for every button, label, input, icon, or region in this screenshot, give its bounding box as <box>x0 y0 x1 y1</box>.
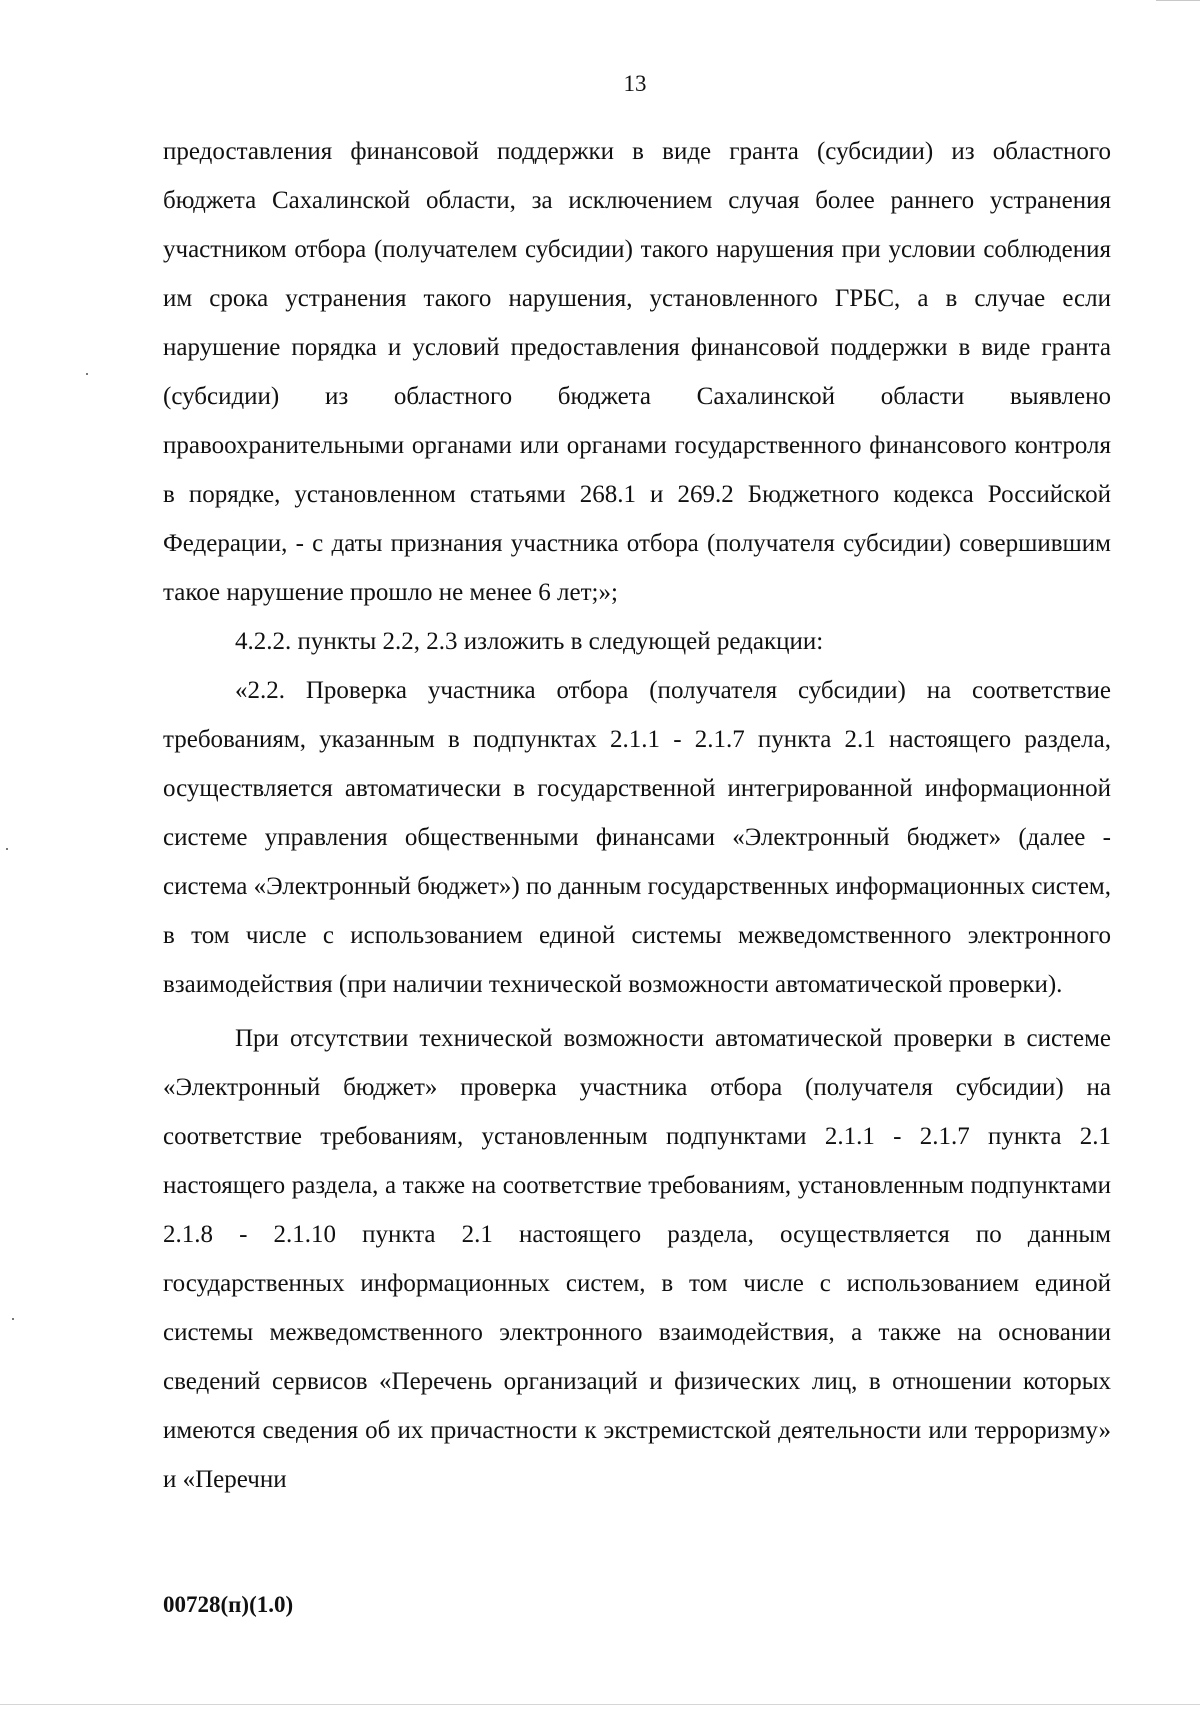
scan-artifact-dot <box>6 848 8 850</box>
scan-artifact-top-right <box>1156 0 1200 1</box>
document-body <box>163 127 1111 1504</box>
paragraph-amendment-4-2-2: 4.2.2. пункты 2.2, 2.3 изложить в следующей редакции: <box>235 628 824 655</box>
paragraph-clause-2-2: «2.2. Проверка участника отбора (получателя субсидии) на соответствие требованиям, указанным в подпунктах 2.1.1 - 2.1.7 пункта 2.1 настоящего раздела, осуществляется автоматически в государственной интегрированной информационной системе управления общественными финансами «Электронный бюджет» (далее - система «Электронный бюджет») по данным государственных информационных систем, в том числе с использованием единой системы межведомственного электронного взаимодействия (при наличии технической возможности автоматической проверки). <box>163 677 1111 998</box>
page-number: 13 <box>623 71 647 96</box>
paragraph-manual-check: При отсутствии технической возможности автоматической проверки в системе «Электронный бюджет» проверка участника отбора (получателя субсидии) на соответствие требованиям, установленным подпунктами 2.1.1 - 2.1.7 пункта 2.1 настоящего раздела, а также на соответствие требованиям, установленным подпунктами 2.1.8 - 2.1.10 пункта 2.1 настоящего раздела, осуществляется по данным государственных информационных систем, в том числе с использованием единой системы межведомственного электронного взаимодействия, а также на основании сведений сервисов «Перечень организаций и физических лиц, в отношении которых имеются сведения об их причастности к экстремистской деятельности или терроризму» и «Перечни <box>163 1025 1111 1493</box>
scan-artifact-bottom-edge <box>0 1704 1200 1705</box>
document-code: 00728(п)(1.0) <box>163 1592 294 1617</box>
paragraph-continuation: предоставления финансовой поддержки в виде гранта (субсидии) из областного бюджета Сахалинской области, за исключением случая более раннего устранения участником отбора (получателем субсидии) такого нарушения при условии соблюдения им срока устранения такого нарушения, установленного ГРБС, а в случае если нарушение порядка и условий предоставления финансовой поддержки в виде гранта (субсидии) из областного бюджета Сахалинской области выявлено правоохранительными органами или органами государственного финансового контроля в порядке, установленном статьями 268.1 и 269.2 Бюджетного кодекса Российской Федерации, - с даты признания участника отбора (получателя субсидии) совершившим такое нарушение прошло не менее 6 лет;»; <box>163 138 1111 606</box>
scan-artifact-dot <box>12 1318 14 1320</box>
scan-artifact-dot <box>86 373 88 375</box>
